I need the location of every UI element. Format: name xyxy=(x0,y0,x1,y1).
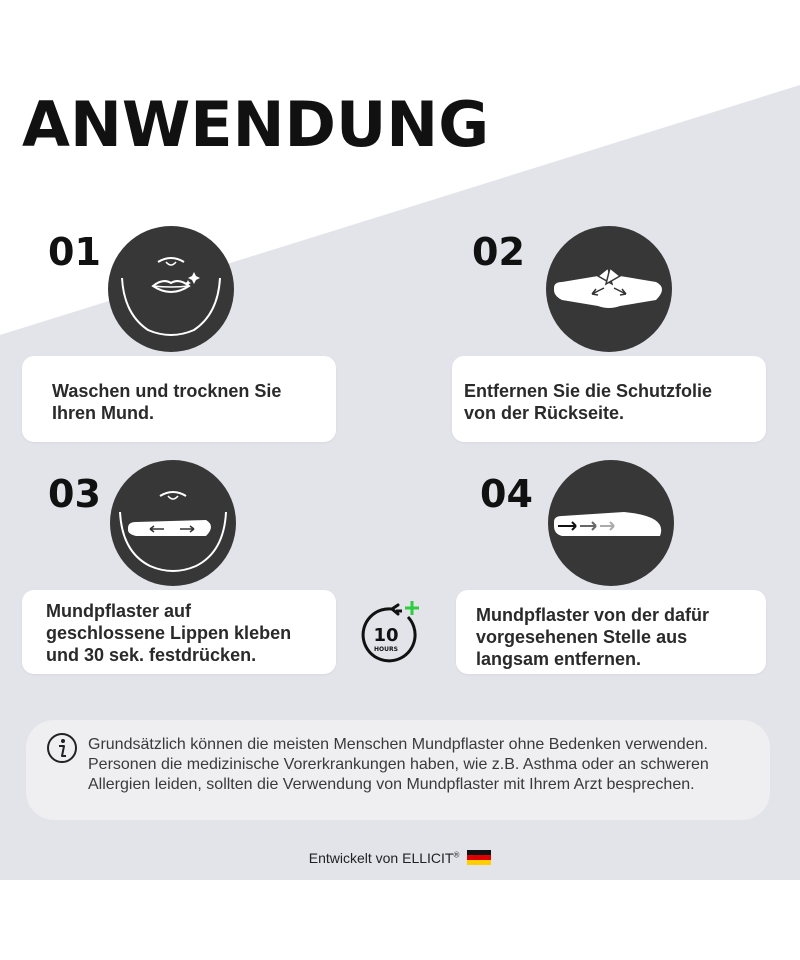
step-2-card xyxy=(452,356,766,442)
step-4-text: Mundpflaster von der dafür vorgesehenen Stelle aus langsam entfernen. xyxy=(476,605,710,669)
step-4-number: 04 xyxy=(480,472,533,516)
info-icon xyxy=(46,732,78,764)
timer-value: 10 xyxy=(373,625,399,646)
step-1-number: 01 xyxy=(48,230,101,274)
step-1-card xyxy=(22,356,336,442)
footer-text: Entwickelt von ELLICIT xyxy=(308,850,454,866)
timer-unit: HOURS xyxy=(374,646,398,653)
registered-mark: ® xyxy=(453,850,460,860)
info-note xyxy=(26,720,770,820)
step-3-text: Mundpflaster auf geschlossene Lippen kleben und 30 sek. festdrücken. xyxy=(46,601,292,665)
step-1-text: Waschen und trocknen Sie Ihren Mund. xyxy=(52,381,282,423)
page-title: ANWENDUNG xyxy=(22,88,490,161)
step-4-card xyxy=(456,590,766,674)
step-2-number: 02 xyxy=(472,230,525,274)
info-note-text: Grundsätzlich können die meisten Menschen Mundpflaster ohne Bedenken verwenden. Personen die medizinische Vorerkrankungen haben, wie z.B. Asthma oder an schweren Allergien leiden, sollten die Verwendung von Mundpflaster mit Ihrem Arzt besprechen. xyxy=(88,736,709,793)
face-wash-icon xyxy=(108,226,234,352)
step-2-text: Entfernen Sie die Schutzfolie von der Rückseite. xyxy=(464,381,713,423)
strip-peel-icon xyxy=(546,226,672,352)
strip-remove-icon xyxy=(548,460,674,586)
timer-10-hours-icon xyxy=(356,597,428,669)
step-3-number: 03 xyxy=(48,472,101,516)
face-strip-icon xyxy=(110,460,236,586)
germany-flag-icon xyxy=(467,850,491,865)
step-3-card xyxy=(22,590,336,674)
footer xyxy=(0,850,800,866)
